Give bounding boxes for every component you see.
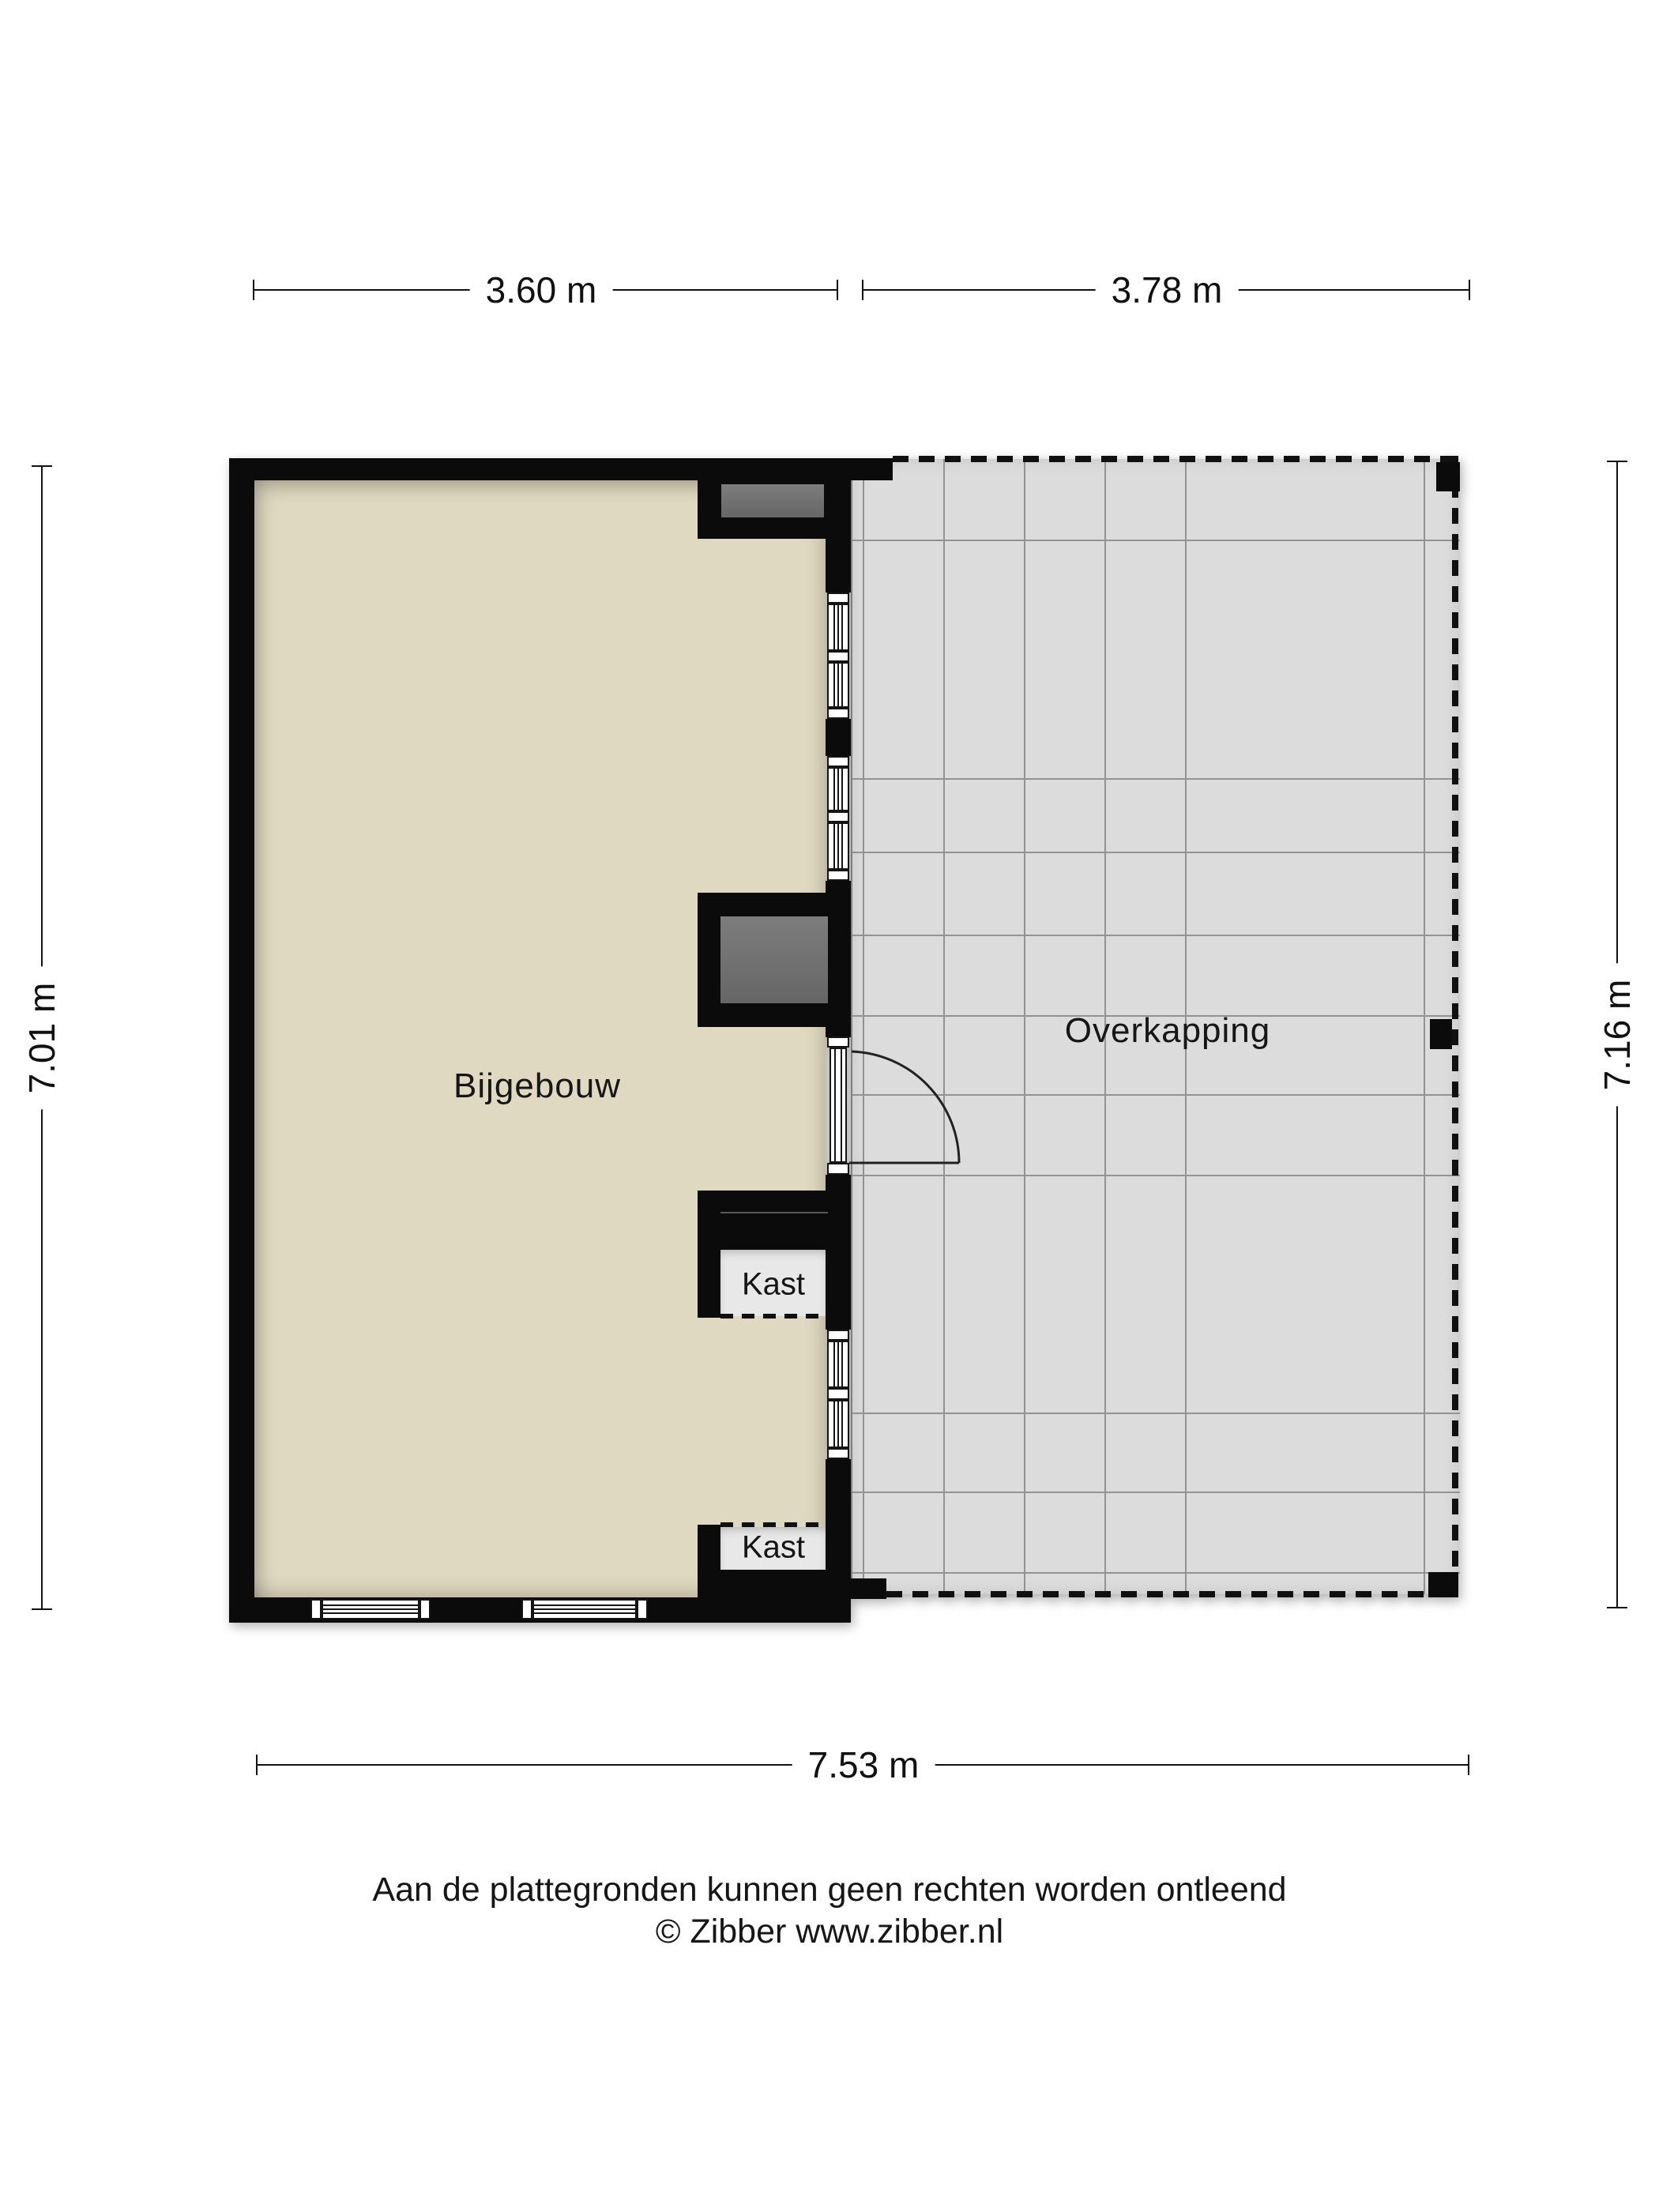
room-label-overkapping: Overkapping: [1064, 1011, 1271, 1050]
dimension-tick: [256, 1755, 258, 1775]
dimension-tick: [1468, 1755, 1469, 1775]
dimension-tick: [32, 465, 52, 467]
copyright-text: © Zibber www.zibber.nl: [655, 1913, 1004, 1951]
disclaimer-text: Aan de plattegronden kunnen geen rechten worden ontleend: [372, 1871, 1287, 1909]
dimension-tick: [253, 280, 254, 300]
dimension-label: 7.01 m: [21, 967, 63, 1110]
dimension-tick: [32, 1608, 52, 1610]
dimension-tick: [1607, 1607, 1627, 1608]
room-label-kast-lower: Kast: [741, 1529, 806, 1565]
dimension-tick: [862, 280, 863, 300]
dimension-label: 7.53 m: [792, 1744, 935, 1786]
room-label-bijgebouw: Bijgebouw: [453, 1066, 622, 1105]
dimension-label: 3.60 m: [470, 269, 613, 311]
dimension-label: 3.78 m: [1096, 269, 1239, 311]
dimension-tick: [1607, 461, 1627, 462]
dimension-tick: [837, 280, 838, 300]
room-label-kast-upper: Kast: [741, 1266, 806, 1302]
footer: [0, 1869, 1659, 1953]
dimension-tick: [1469, 280, 1470, 300]
dimension-label: 7.16 m: [1596, 964, 1638, 1107]
